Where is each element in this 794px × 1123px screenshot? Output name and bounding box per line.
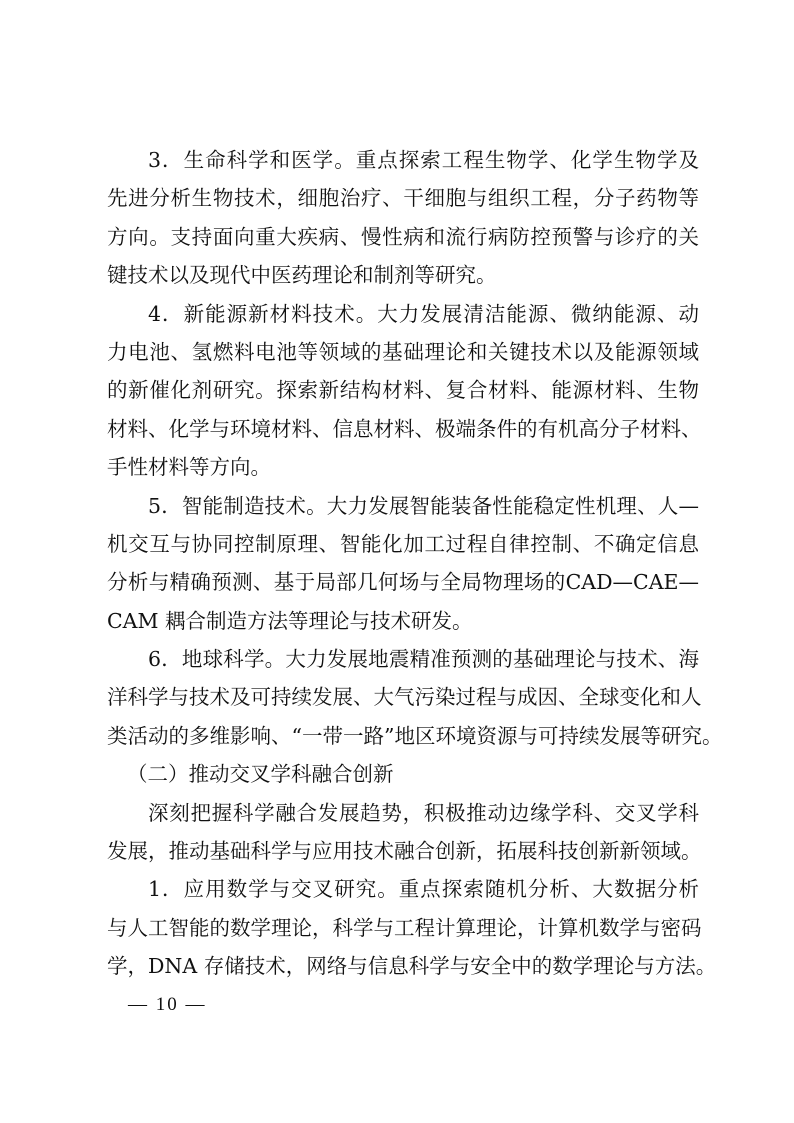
text-line: 分析与精确预测、基于局部几何场与全局物理场的CAD—CAE—: [107, 570, 699, 595]
document-body: [107, 141, 723, 986]
text-line: 手性材料等方向。: [107, 455, 271, 480]
text-line: 洋科学与技术及可持续发展、大气污染过程与成因、全球变化和人: [107, 685, 702, 710]
paragraph-new-energy: [107, 295, 702, 487]
paragraph-earth-science: [107, 640, 723, 755]
text-line: 深刻把握科学融合发展趋势，积极推动边缘学科、交叉学科: [148, 800, 699, 825]
text-line: 发展，推动基础科学与应用技术融合创新，拓展科技创新新领域。: [107, 839, 702, 864]
page-number: — 10 —: [128, 994, 207, 1015]
text-line: 3．生命科学和医学。重点探索工程生物学、化学生物学及: [148, 148, 699, 172]
paragraph-life-science: [107, 141, 699, 295]
text-line: 机交互与协同控制原理、智能化加工过程自律控制、不确定信息: [107, 531, 699, 556]
text-line: 6．地球科学。大力发展地震精准预测的基础理论与技术、海: [148, 647, 699, 672]
text-line: 学，DNA 存储技术，网络与信息科学与安全中的数学理论与方法。: [107, 954, 717, 979]
text-line: 类活动的多维影响、“一带一路”地区环境资源与可持续发展等研究。: [107, 723, 723, 748]
paragraph-intro: [107, 794, 702, 871]
text-line: 5．智能制造技术。大力发展智能装备性能稳定性机理、人—: [148, 493, 699, 518]
text-line: 键技术以及现代中医药理论和制剂等研究。: [107, 263, 497, 288]
paragraph-applied-math: [107, 870, 717, 985]
text-line: 先进分析生物技术，细胞治疗、干细胞与组织工程，分子药物等: [107, 186, 699, 211]
text-line: 材料、化学与环境材料、信息材料、极端条件的有机高分子材料、: [107, 416, 702, 441]
paragraph-smart-manufacturing: [107, 487, 699, 641]
section-heading: [107, 755, 699, 793]
text-line: 的新催化剂研究。探索新结构材料、复合材料、能源材料、生物: [107, 378, 699, 403]
text-line: 与人工智能的数学理论，科学与工程计算理论，计算机数学与密码: [107, 915, 702, 940]
text-line: 4．新能源新材料技术。大力发展清洁能源、微纳能源、动: [148, 301, 699, 326]
text-line: CAM 耦合制造方法等理论与技术研发。: [107, 608, 473, 633]
text-line: 力电池、氢燃料电池等领域的基础理论和关键技术以及能源领域: [107, 339, 699, 364]
text-line: 1．应用数学与交叉研究。重点探索随机分析、大数据分析: [148, 877, 699, 902]
text-line: 方向。支持面向重大疾病、慢性病和流行病防控预警与诊疗的关: [107, 224, 699, 249]
heading-text: （二）推动交叉学科融合创新: [127, 762, 394, 787]
